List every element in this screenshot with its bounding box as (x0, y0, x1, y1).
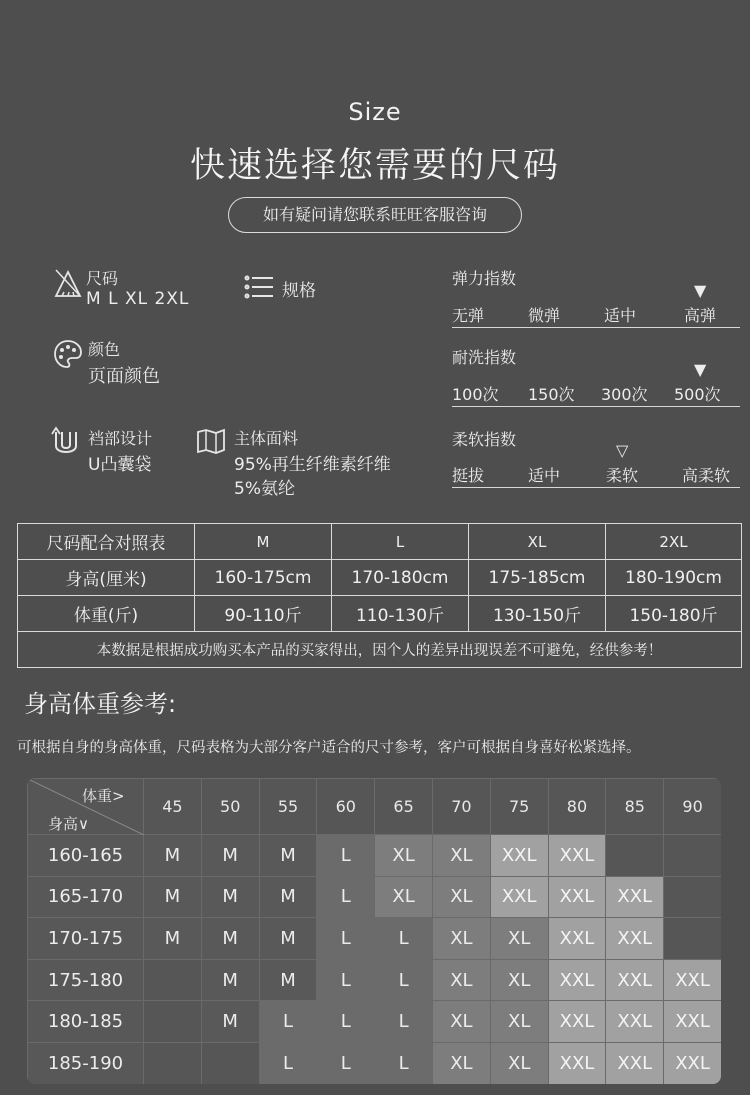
size-cell: XXL (548, 918, 606, 960)
color-value: 页面颜色 (88, 366, 160, 387)
softness-option: 高柔软 (682, 466, 731, 485)
weight-header: 65 (375, 779, 433, 835)
washing-title: 耐洗指数 (452, 348, 517, 367)
table-cell: 150-180斤 (606, 596, 742, 632)
height-label: 175-180 (28, 959, 144, 1001)
size-cell: XL (490, 959, 548, 1001)
size-cell (664, 835, 721, 877)
size-cell: L (317, 1001, 375, 1043)
softness-option: 柔软 (606, 466, 639, 485)
size-cell: L (259, 1001, 317, 1043)
size-cell (144, 959, 202, 1001)
size-cell: XXL (548, 1001, 606, 1043)
size-cell: L (259, 1042, 317, 1084)
elasticity-option: 微弹 (528, 306, 561, 325)
table-row (18, 560, 742, 596)
size-cell: XL (432, 959, 490, 1001)
size-cell: L (317, 1042, 375, 1084)
row-label: 体重(斤) (18, 596, 195, 632)
size-cell: XL (490, 918, 548, 960)
size-cell: M (259, 876, 317, 918)
weight-header: 80 (548, 779, 606, 835)
size-cell: XXL (664, 1001, 721, 1043)
size-cell: M (144, 918, 202, 960)
table-cell: 170-180cm (332, 560, 469, 596)
size-cell: XXL (606, 876, 664, 918)
washing-scale (452, 360, 740, 407)
spec-label: 规格 (282, 281, 316, 301)
table-row (28, 876, 722, 918)
weight-header: 60 (317, 779, 375, 835)
height-label: 160-165 (28, 835, 144, 877)
elasticity-option: 高弹 (684, 306, 717, 325)
size-cell: M (201, 918, 259, 960)
softness-scale (452, 441, 740, 488)
selected-marker-icon: ▼ (694, 281, 707, 300)
size-cell: M (144, 876, 202, 918)
grid-corner (28, 779, 144, 835)
size-cell (664, 876, 721, 918)
washing-option: 300次 (601, 385, 648, 404)
size-cell: M (144, 835, 202, 877)
size-cell: XXL (548, 959, 606, 1001)
size-cell: L (317, 835, 375, 877)
size-comparison-table (17, 523, 742, 668)
size-cell (144, 1001, 202, 1043)
fabric-composition-2: 5%氨纶 (234, 479, 295, 499)
size-cell: L (317, 959, 375, 1001)
weight-header: 45 (144, 779, 202, 835)
washing-option: 100次 (452, 385, 499, 404)
crotch-design-value: U凸囊袋 (88, 455, 152, 475)
size-cell: M (259, 959, 317, 1001)
size-cell (144, 1042, 202, 1084)
size-cell: XL (375, 835, 433, 877)
size-cell: XXL (548, 876, 606, 918)
fabric-composition-1: 95%再生纤维素纤维 (234, 455, 391, 475)
weight-header: 70 (432, 779, 490, 835)
size-cell: XXL (606, 918, 664, 960)
size-cell: XL (490, 1001, 548, 1043)
size-cell: XXL (606, 1001, 664, 1043)
table-row (28, 779, 722, 835)
table-row (18, 632, 742, 668)
softness-title: 柔软指数 (452, 430, 517, 449)
palette-icon (52, 338, 84, 370)
color-label: 颜色 (88, 340, 121, 359)
table-cell: 90-110斤 (195, 596, 332, 632)
ruler-icon (52, 266, 84, 300)
size-cell (201, 1042, 259, 1084)
size-cell: M (259, 918, 317, 960)
washing-option: 150次 (528, 385, 575, 404)
size-cell: M (201, 1001, 259, 1043)
elasticity-option: 适中 (604, 306, 637, 325)
page-title: 快速选择您需要的尺码 (189, 146, 560, 186)
list-icon (244, 274, 274, 300)
table-corner: 尺码配合对照表 (18, 524, 195, 560)
fabric-label: 主体面料 (234, 429, 299, 448)
row-label: 身高(厘米) (18, 560, 195, 596)
size-cell: L (317, 918, 375, 960)
table-row (18, 596, 742, 632)
table-cell: 110-130斤 (332, 596, 469, 632)
size-cell: XL (432, 918, 490, 960)
size-cell (664, 918, 721, 960)
washing-option: 500次 (674, 385, 721, 404)
size-header: L (332, 524, 469, 560)
weight-header: 90 (664, 779, 721, 835)
table-cell: 160-175cm (195, 560, 332, 596)
selected-marker-icon: ▼ (694, 360, 707, 379)
table-row (18, 524, 742, 560)
softness-option: 挺拔 (452, 466, 485, 485)
table-cell: 180-190cm (606, 560, 742, 596)
size-cell: M (259, 835, 317, 877)
size-cell: XXL (606, 959, 664, 1001)
size-cell: XXL (664, 959, 721, 1001)
weight-header: 85 (606, 779, 664, 835)
table-cell: 175-185cm (469, 560, 606, 596)
size-header: M (195, 524, 332, 560)
size-cell: XXL (548, 835, 606, 877)
size-header: XL (469, 524, 606, 560)
selected-marker-outline-icon: ▽ (616, 441, 629, 460)
size-cell: L (317, 876, 375, 918)
table-row (28, 835, 722, 877)
contact-service-button[interactable]: 如有疑问请您联系旺旺客服咨询 (228, 197, 522, 233)
size-cell: L (375, 959, 433, 1001)
height-label: 180-185 (28, 1001, 144, 1043)
size-cell: XXL (664, 1042, 721, 1084)
elasticity-option: 无弹 (452, 306, 485, 325)
height-axis-label: 身高∨ (48, 815, 89, 833)
size-cell: XXL (548, 1042, 606, 1084)
height-weight-table (27, 778, 721, 1084)
table-row (28, 1042, 722, 1084)
height-label: 185-190 (28, 1042, 144, 1084)
softness-option: 适中 (528, 466, 561, 485)
size-cell: L (375, 918, 433, 960)
size-cell: M (201, 876, 259, 918)
table-row (28, 918, 722, 960)
elasticity-scale (452, 281, 740, 328)
size-cell: M (201, 835, 259, 877)
size-cell: XXL (490, 835, 548, 877)
size-cell: XL (490, 1042, 548, 1084)
table-disclaimer: 本数据是根据成功购买本产品的买家得出，因个人的差异出现误差不可避免，经供参考！ (18, 632, 742, 668)
size-cell: L (375, 1042, 433, 1084)
size-cell: M (201, 959, 259, 1001)
table-cell: 130-150斤 (469, 596, 606, 632)
size-cell: XL (432, 876, 490, 918)
weight-axis-label: 体重> (82, 787, 125, 805)
size-cell (606, 835, 664, 877)
size-cell: L (375, 1001, 433, 1043)
size-cell: XL (432, 1001, 490, 1043)
weight-header: 50 (201, 779, 259, 835)
size-values: M L XL 2XL (86, 289, 190, 309)
size-label: 尺码 (86, 269, 119, 288)
reference-title: 身高体重参考: (24, 690, 177, 718)
crotch-design-label: 裆部设计 (88, 429, 153, 448)
table-row (28, 1001, 722, 1043)
size-cell: XL (432, 1042, 490, 1084)
size-cell: XXL (490, 876, 548, 918)
size-header: 2XL (606, 524, 742, 560)
table-row (28, 959, 722, 1001)
height-label: 170-175 (28, 918, 144, 960)
height-weight-grid (27, 778, 721, 1084)
elasticity-title: 弹力指数 (452, 269, 517, 288)
reference-description: 可根据自身的身高体重，尺码表格为大部分客户适合的尺寸参考，客户可根据自身喜好松紧选择。 (17, 740, 641, 756)
height-label: 165-170 (28, 876, 144, 918)
weight-header: 55 (259, 779, 317, 835)
weight-header: 75 (490, 779, 548, 835)
fabric-book-icon (196, 428, 226, 454)
size-subtitle: Size (348, 98, 402, 126)
size-cell: XL (432, 835, 490, 877)
size-cell: XL (375, 876, 433, 918)
u-pouch-icon (50, 424, 82, 460)
size-cell: XXL (606, 1042, 664, 1084)
